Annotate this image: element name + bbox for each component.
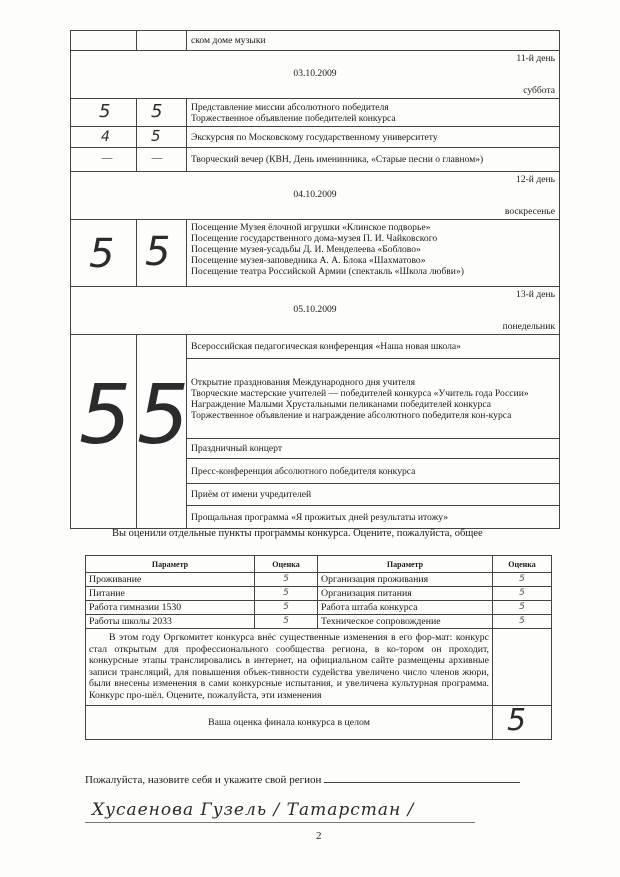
region-prompt (85, 774, 520, 786)
event-cell: Творческий вечер (КВН, День именинника, «Старые песни о главном») (187, 148, 560, 172)
score-cell (71, 99, 137, 127)
event-cell: Пресс-конференция абсолютного победителя конкурса (187, 459, 560, 484)
handwritten-score: 5 (99, 101, 111, 122)
param-cell: Работа гимназии 1530 (86, 601, 255, 615)
grade-cell: 5 (493, 573, 552, 587)
ratings-row (86, 601, 552, 615)
final-row (86, 705, 552, 739)
event-line: Посещение музея-усадьбы Д. И. Менделеева «Боблово» (191, 244, 421, 255)
score-cell (137, 220, 187, 287)
handwritten-signature: Хусаенова Гузель / Татарстан / (92, 800, 415, 820)
region-field-line (324, 774, 520, 783)
param-cell: Организация питания (318, 587, 493, 601)
param-cell: Питание (86, 587, 255, 601)
notes-text: В этом году Оргкомитет конкурса внёс существенные изменения в его фор-мат: конкурс стал открытым для профессионального сообщества региона, в ко-тором он проходит, конкурсные этапы транслировались в интернет, на официальном сайте размещены архивные записи трансляций, для повышения объек-тивности судейства увеличено число членов жюри, были внесены изменения в сами конкурсные испытания, и увеличена культурная программа. Конкурс про-шёл. Оцените, пожалуйста, эти изменения (89, 632, 489, 701)
score-cell (71, 127, 137, 148)
day-number: 12-й день (516, 174, 555, 185)
notes-row (86, 629, 552, 706)
day-date: 03.10.2009 (293, 68, 337, 79)
event-line: Посещение Музея ёлочной игрушки «Клинское подворье» (191, 222, 431, 233)
event-cell: Всероссийская педагогическая конференция «Наша новая школа» (187, 335, 560, 359)
param-cell: Проживание (86, 573, 255, 587)
event-line: Торжественное объявление победителей конкурса (191, 112, 396, 124)
handwritten-score: — (101, 151, 113, 165)
handwritten-score: 4 (101, 129, 110, 145)
event-line: Награждение Малыми Хрустальными пеликанами победителей конкурса (191, 398, 492, 410)
event-line: Посещение государственного дома-музея П. И. Чайковского (191, 233, 438, 244)
param-cell: Работа штаба конкурса (318, 601, 493, 615)
grade-header: Оценка (493, 556, 552, 573)
ratings-row (86, 573, 552, 587)
notes-cell (86, 629, 493, 706)
score-cell (137, 148, 187, 172)
score-cell (137, 127, 187, 148)
page-number: 2 (316, 830, 322, 842)
score-cell (71, 148, 137, 172)
ratings-row (86, 615, 552, 629)
schedule-row (71, 335, 560, 359)
event-cell: Прощальная программа «Я прожитых дней результаты итожу» (187, 506, 560, 529)
score-cell (71, 335, 137, 529)
schedule-row (71, 220, 560, 287)
grade-cell: 5 (255, 573, 318, 587)
event-cell: Праздничный концерт (187, 439, 560, 459)
handwritten-score: 5 (151, 101, 163, 122)
day-date: 05.10.2009 (293, 304, 337, 315)
schedule-row (71, 99, 560, 127)
event-line: Посещение театра Российской Армии (спектакль «Школа любви») (191, 266, 464, 277)
event-cell (187, 220, 560, 287)
region-prompt-text: Пожалуйста, назовите себя и укажите свой регион (85, 774, 322, 786)
param-cell: Работы школы 2033 (86, 615, 255, 629)
handwritten-final-grade: 5 (507, 702, 527, 738)
event-line: Посещение музея-заповедника А. А. Блока «Шахматово» (191, 255, 426, 266)
param-cell: Техническое сопровождение (318, 615, 493, 629)
day-number: 11-й день (516, 53, 555, 64)
event-line: Торжественное объявление и награждение абсолютного победителя кон-курса (191, 409, 512, 421)
schedule-row (71, 127, 560, 148)
final-grade-cell (493, 702, 552, 739)
handwritten-score: 5 (79, 368, 132, 463)
schedule-row (71, 31, 560, 51)
event-cell (187, 359, 560, 439)
day-date: 04.10.2009 (293, 189, 337, 200)
final-label: Ваша оценка финала конкурса в целом (86, 705, 493, 739)
event-cell: Приём от имени учредителей (187, 484, 560, 506)
score-cell (71, 220, 137, 287)
lead-text: Вы оценили отдельные пункты программы конкурса. Оцените, пожалуйста, общее (112, 528, 483, 539)
signature-line (85, 822, 475, 823)
day-weekday: воскресенье (504, 206, 555, 217)
day-weekday: понедельник (502, 321, 555, 332)
score-cell (137, 335, 190, 529)
handwritten-score: — (151, 151, 163, 165)
grade-cell: 5 (255, 615, 318, 629)
param-header: Параметр (318, 556, 493, 573)
param-header: Параметр (86, 556, 255, 573)
grade-header: Оценка (255, 556, 318, 573)
event-line: Творческие мастерские учителей — победителей конкурса «Учитель года России» (191, 387, 529, 399)
event-cell (187, 99, 560, 127)
schedule-row (71, 148, 560, 172)
notes-grade-cell (493, 629, 552, 706)
day-weekday: суббота (523, 85, 555, 96)
handwritten-score: 5 (151, 127, 161, 145)
event-line: Открытие празднования Международного дня учителя (191, 376, 415, 388)
param-cell: Организация проживания (318, 573, 493, 587)
schedule-table (70, 30, 560, 529)
day-header-row (71, 51, 560, 99)
grade-cell: 5 (493, 587, 552, 601)
grade-cell: 5 (255, 587, 318, 601)
grade-cell: 5 (493, 601, 552, 615)
day-header-row (71, 172, 560, 220)
ratings-header-row (86, 556, 552, 573)
ratings-row (86, 587, 552, 601)
event-cell: ском доме музыки (187, 31, 560, 51)
handwritten-score: 5 (89, 231, 115, 277)
grade-cell: 5 (493, 615, 552, 629)
score-cell (137, 99, 187, 127)
grade-cell: 5 (255, 601, 318, 615)
event-line: Представление миссии абсолютного победителя (191, 101, 389, 113)
ratings-table (85, 555, 552, 740)
event-cell: Экскурсия по Московскому государственному университету (187, 127, 560, 148)
handwritten-score: 5 (145, 229, 171, 275)
handwritten-score: 5 (137, 368, 190, 463)
day-header-row (71, 287, 560, 335)
day-number: 13-й день (516, 289, 555, 300)
